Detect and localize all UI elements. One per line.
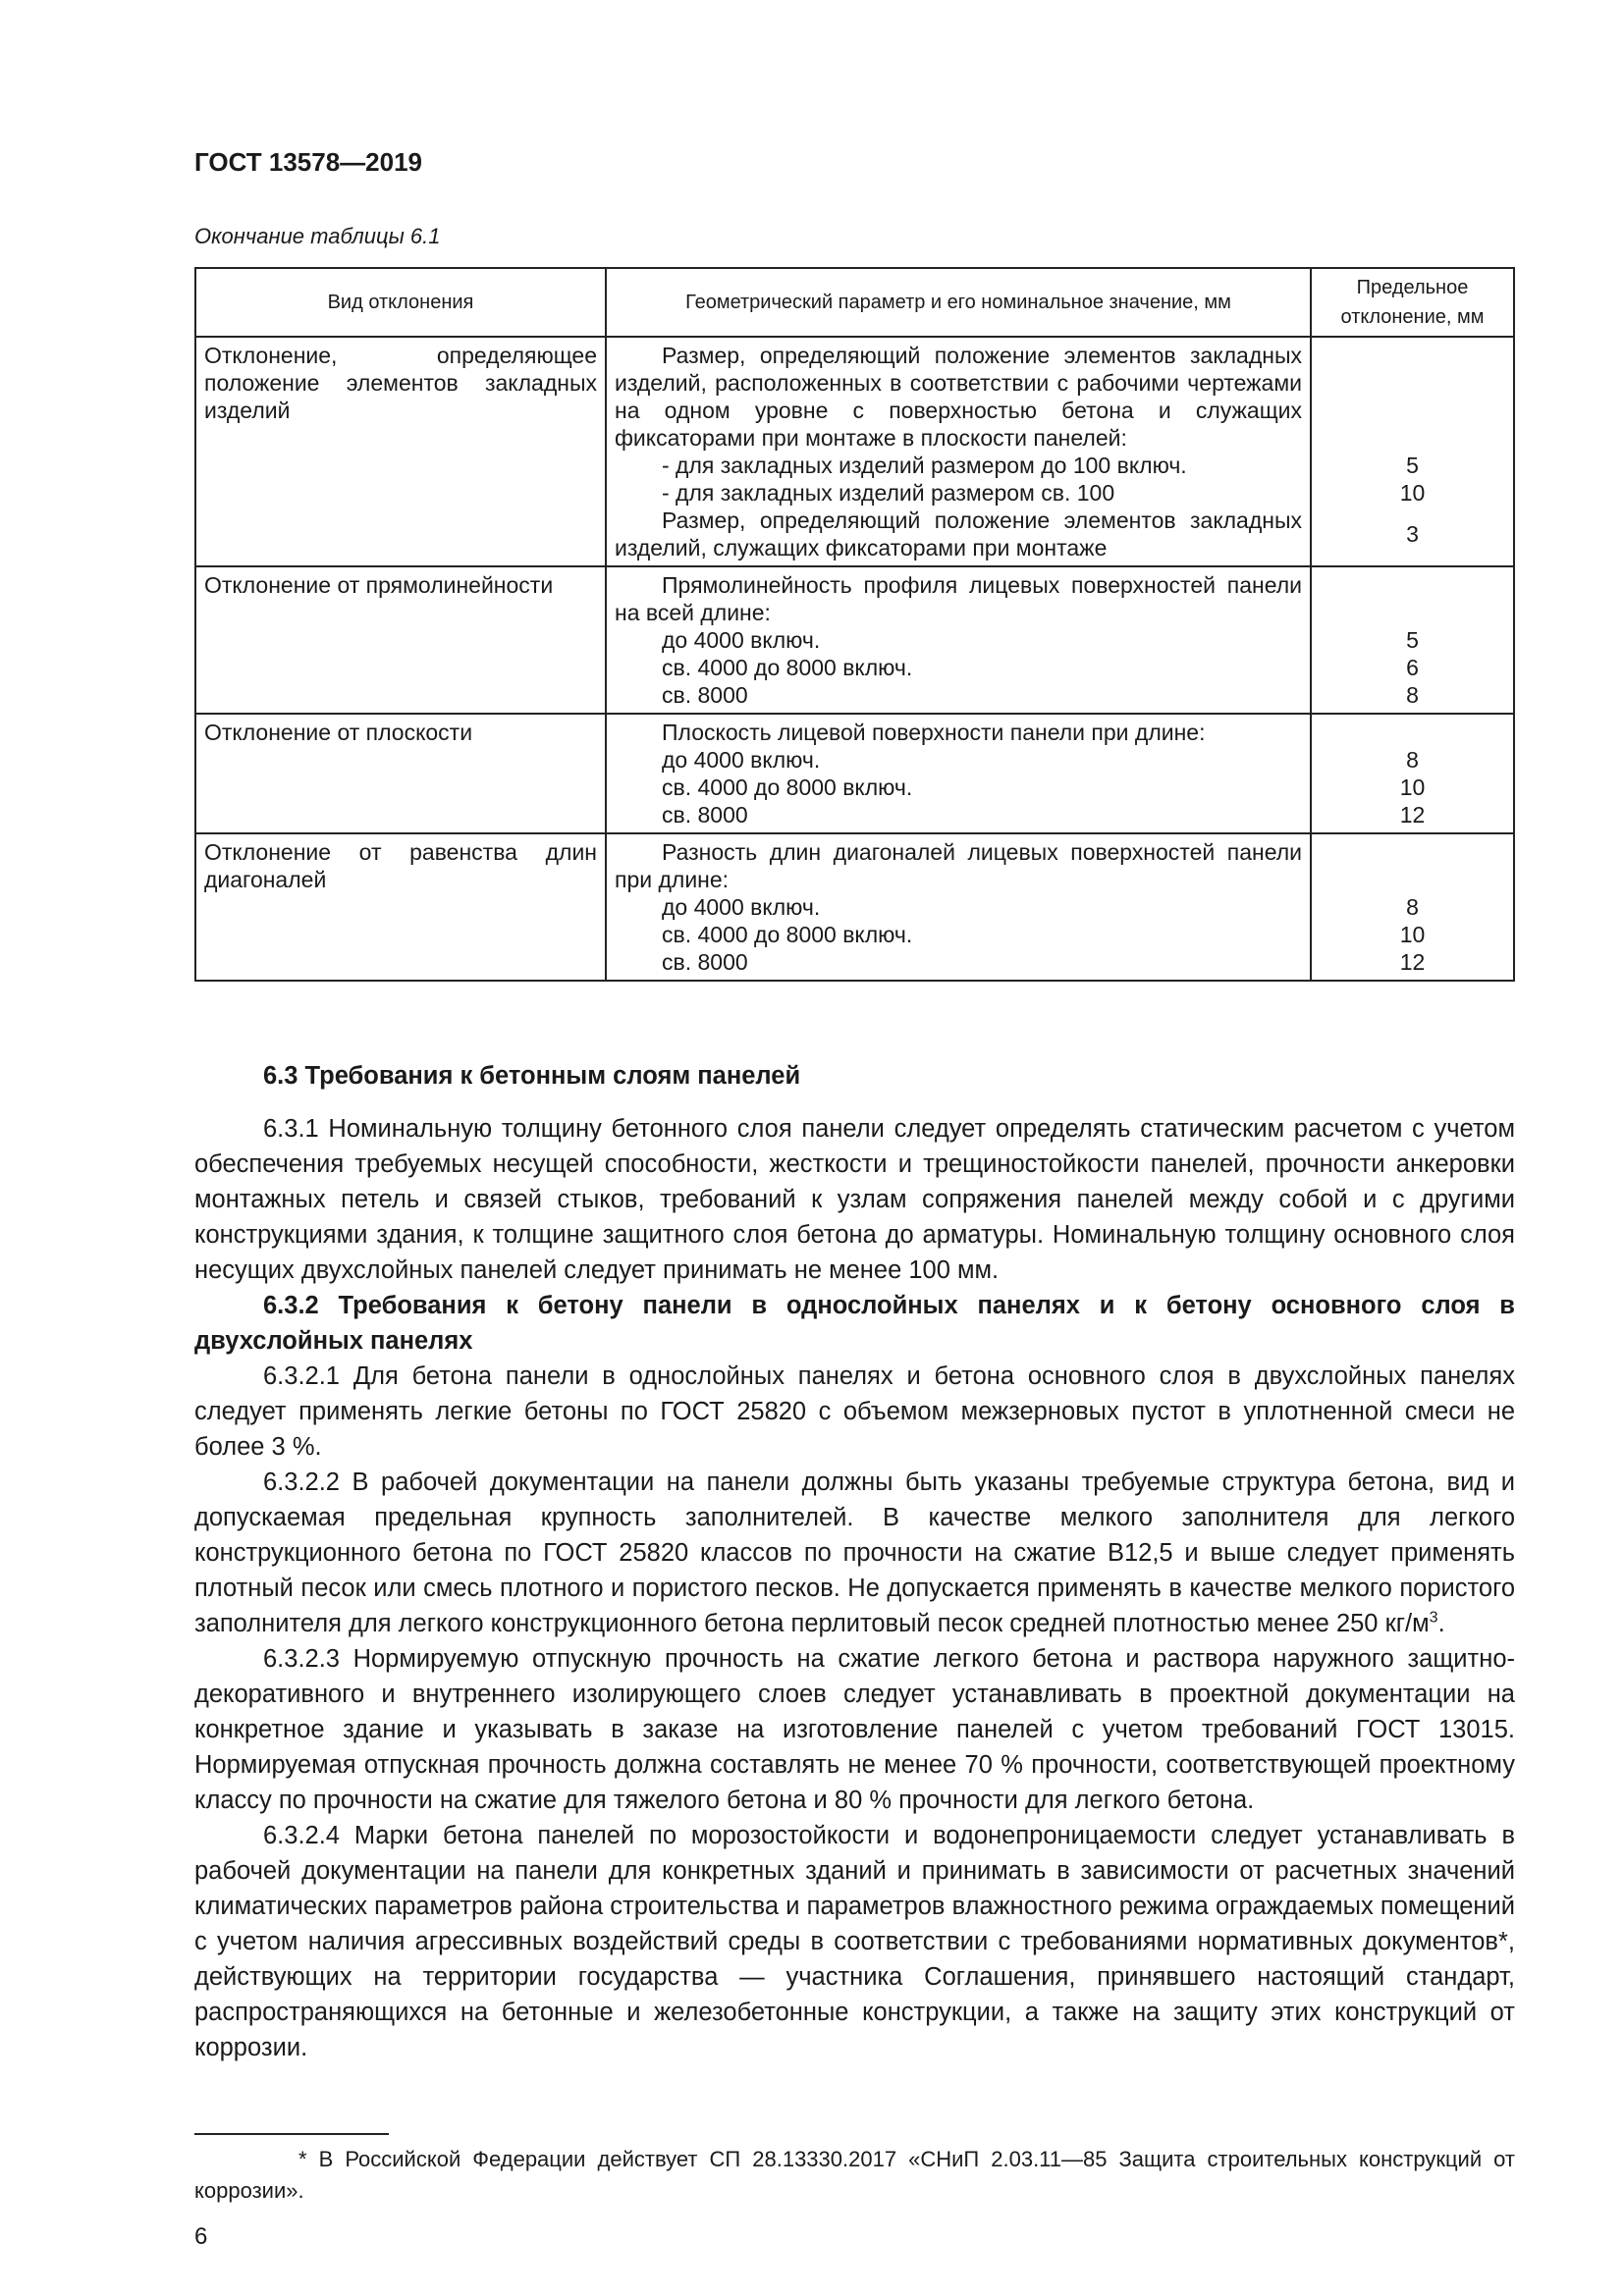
- tolerance-value: 10: [1399, 480, 1426, 506]
- parameter-text: - для закладных изделий размером св. 100: [662, 480, 1115, 506]
- tolerance-value: 8: [1406, 747, 1419, 773]
- footnote-mark: *: [298, 2147, 307, 2171]
- deviation-type: Отклонение от плоскости: [204, 720, 473, 745]
- paragraph: 6.3.2.2 В рабочей документации на панели должны быть указаны требуемые структура бетона, вид и допускаемая предельная крупность заполнителей. В качестве мелкого заполнителя для легкого конструкционного бетона по ГОСТ 25820 классов по прочности на сжатие В12,5 и выше следует применять плотный песок или смесь плотного и пористого песков. Не допускается применять в качестве мелкого пористого заполнителя для легкого конструкционного бетона перлитовый песок средней плотностью менее 250 $кг/м^3$.: [194, 1468, 1515, 1637]
- parameter-text: св. 8000: [662, 682, 748, 708]
- tolerance-value: 5: [1406, 627, 1419, 653]
- tolerance-value: 5: [1406, 453, 1419, 478]
- tolerance-value: 12: [1399, 802, 1426, 828]
- table-row: [195, 833, 1514, 981]
- footnote-separator: [194, 2133, 389, 2135]
- subsection-heading: 6.3.2 Требования к бетону панели в однослойных панелях и к бетону основного слоя в двухслойных панелях: [194, 1292, 1515, 1355]
- tolerance-value: 6: [1406, 655, 1419, 680]
- tolerance-value: 3: [1406, 521, 1419, 547]
- parameter-text: св. 8000: [662, 802, 748, 828]
- page-number: 6: [194, 2223, 208, 2250]
- footnote-text: В Российской Федерации действует СП 28.13330.2017 «СНиП 2.03.11—85 Защита строительных конструкций от коррозии».: [194, 2147, 1515, 2203]
- column-header-type: Вид отклонения: [195, 268, 606, 337]
- tolerance-value: 10: [1399, 774, 1426, 800]
- document-header: ГОСТ 13578—2019: [194, 147, 422, 177]
- table-row: [195, 714, 1514, 833]
- parameter-text: Размер, определяющий положение элементов закладных изделий, расположенных в соответствии с рабочими чертежами на одном уровне с поверхностью бетона и служащих фиксаторами при монтаже в плоскости панелей:: [615, 343, 1302, 451]
- parameter-text: св. 8000: [662, 949, 748, 975]
- parameter-text: до 4000 включ.: [662, 747, 821, 773]
- paragraph: 6.3.2.4 Марки бетона панелей по морозостойкости и водонепроницаемости следует устанавливать в рабочей документации на панели для конкретных зданий и принимать в зависимости от расчетных значений климатических параметров района строительства и параметров влажностного режима ограждаемых помещений с учетом наличия агрессивных воздействий среды в соответствии с требованиями нормативных документов*, действующих на территории государства — участника Соглашения, принявшего настоящий стандарт, распространяющихся на бетонные и железобетонные конструкции, а также на защиту этих конструкций от коррозии.: [194, 1822, 1515, 2061]
- paragraph: 6.3.2.1 Для бетона панели в однослойных панелях и бетона основного слоя в двухслойных панелях следует применять легкие бетоны по ГОСТ 25820 с объемом межзерновых пустот в уплотненной смеси не более 3 %.: [194, 1362, 1515, 1461]
- column-header-parameter: Геометрический параметр и его номинальное значение, мм: [606, 268, 1311, 337]
- parameter-text: Разность длин диагоналей лицевых поверхностей панели при длине:: [615, 839, 1302, 892]
- parameter-text: св. 4000 до 8000 включ.: [662, 922, 913, 947]
- section-heading: 6.3 Требования к бетонным слоям панелей: [263, 1062, 801, 1090]
- parameter-text: св. 4000 до 8000 включ.: [662, 774, 913, 800]
- superscript: 3: [1429, 1609, 1438, 1627]
- parameter-text: - для закладных изделий размером до 100 включ.: [662, 453, 1187, 478]
- parameter-text: до 4000 включ.: [662, 894, 821, 920]
- paragraph: 6.3.1 Номинальную толщину бетонного слоя панели следует определять статическим расчетом с учетом обеспечения требуемых несущей способности, жесткости и трещиностойкости панелей, прочности анкеровки монтажных петель и связей стыков, требований к узлам сопряжения панелей между собой и с другими конструкциями здания, к толщине защитного слоя бетона до арматуры. Номинальную толщину основного слоя несущих двухслойных панелей следует принимать не менее 100 мм.: [194, 1115, 1515, 1284]
- paragraph: 6.3.2.3 Нормируемую отпускную прочность на сжатие легкого бетона и раствора наружного защитно-декоративного и внутреннего изолирующего слоев следует устанавливать в проектной документации на конкретное здание и указывать в заказе на изготовление панелей с учетом требований ГОСТ 13015. Нормируемая отпускная прочность должна составлять не менее 70 % прочности, соответствующей проектному классу по прочности на сжатие для тяжелого бетона и 80 % прочности для легкого бетона.: [194, 1645, 1515, 1814]
- footnote: [194, 2144, 1515, 2207]
- parameter-text: до 4000 включ.: [662, 627, 821, 653]
- table-header-row: [195, 268, 1514, 337]
- parameter-text: Размер, определяющий положение элементов закладных изделий, служащих фиксаторами при монтаже: [615, 507, 1302, 561]
- section-body: [194, 1058, 1515, 2065]
- tolerance-value: 8: [1406, 894, 1419, 920]
- column-header-tolerance: Предельное отклонение, мм: [1311, 268, 1514, 337]
- parameter-text: св. 4000 до 8000 включ.: [662, 655, 913, 680]
- table-row: [195, 337, 1514, 566]
- deviation-type: Отклонение, определяющее положение элементов закладных изделий: [204, 343, 597, 423]
- table-caption: Окончание таблицы 6.1: [194, 224, 441, 248]
- tolerance-value: 10: [1399, 922, 1426, 947]
- deviation-table: [194, 267, 1515, 982]
- tolerance-value: 12: [1399, 949, 1426, 975]
- parameter-text: Прямолинейность профиля лицевых поверхностей панели на всей длине:: [615, 572, 1302, 625]
- deviation-type: Отклонение от прямолинейности: [204, 572, 554, 598]
- tolerance-value: 8: [1406, 682, 1419, 708]
- table-row: [195, 566, 1514, 714]
- deviation-type: Отклонение от равенства длин диагоналей: [204, 839, 597, 892]
- parameter-text: Плоскость лицевой поверхности панели при длине:: [662, 720, 1206, 745]
